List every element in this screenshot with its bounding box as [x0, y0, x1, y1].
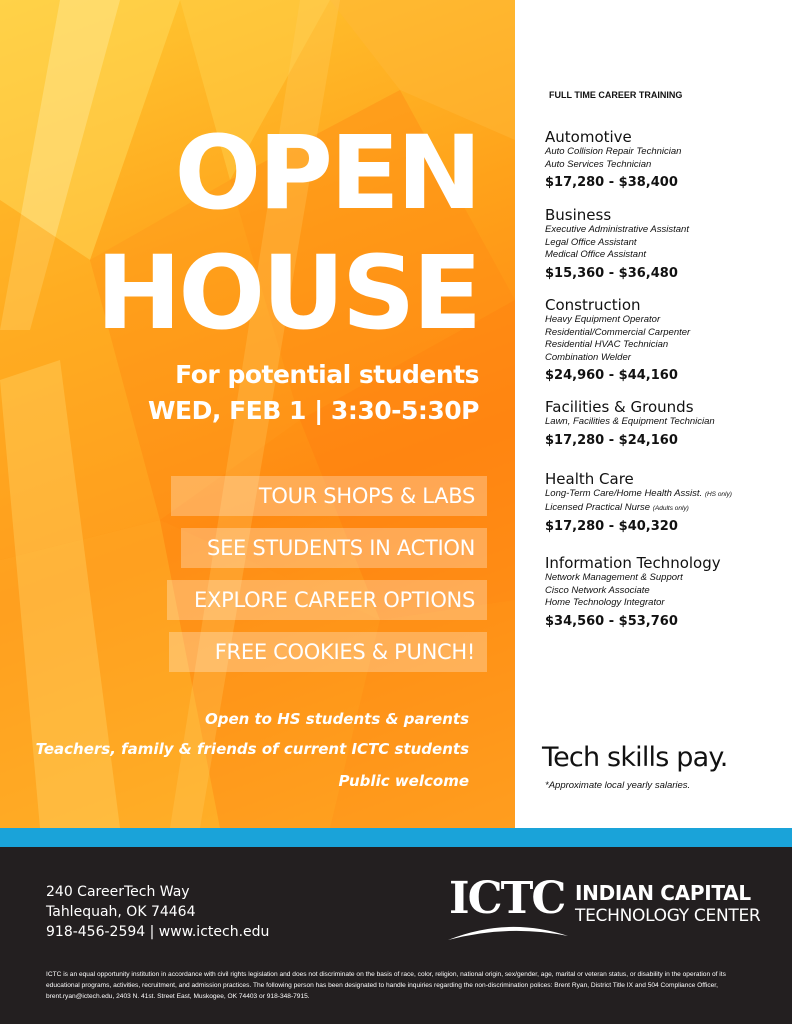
- category-name: Health Care: [545, 470, 634, 488]
- event-datetime: WED, FEB 1 | 3:30-5:30P: [147, 396, 479, 425]
- activity-cookies: FREE COOKIES & PUNCH!: [169, 632, 487, 672]
- career-automotive: [545, 128, 785, 191]
- program: Auto Collision Repair Technician: [545, 146, 682, 157]
- address-block: [46, 882, 269, 942]
- logo-name-line-2: TECHNOLOGY CENTER: [575, 906, 761, 926]
- careers-heading: FULL TIME CAREER TRAINING: [549, 90, 683, 100]
- salary-range: $17,280 - $40,320: [545, 519, 678, 534]
- category-name: Information Technology: [545, 554, 721, 572]
- career-business: [545, 206, 785, 282]
- contact-line: 918-456-2594 | www.ictech.edu: [46, 924, 270, 940]
- title-open: OPEN: [174, 114, 479, 233]
- category-name: Facilities & Grounds: [545, 398, 694, 416]
- career-information-technology: [545, 554, 785, 630]
- program: Lawn, Facilities & Equipment Technician: [545, 416, 715, 427]
- salary-range: $34,560 - $53,760: [545, 613, 678, 629]
- salary-range: $24,960 - $44,160: [545, 368, 678, 383]
- audience-line-2: Teachers, family & friends of current ICTC students: [35, 740, 469, 758]
- title-house: HOUSE: [95, 234, 479, 353]
- category-name: Construction: [545, 296, 641, 314]
- program: Residential/Commercial Carpenter: [545, 326, 691, 338]
- audience-line-1: Open to HS students & parents: [204, 710, 469, 728]
- accent-bar: [0, 828, 792, 847]
- activity-see-students: SEE STUDENTS IN ACTION: [181, 528, 487, 568]
- address-line-1: 240 CareerTech Way: [46, 884, 190, 900]
- subtitle: For potential students: [175, 360, 479, 389]
- program: Network Management & Support: [545, 572, 683, 583]
- program: [545, 488, 785, 502]
- program: Medical Office Assistant: [545, 249, 647, 260]
- career-facilities: [545, 398, 785, 449]
- program: Legal Office Assistant: [545, 236, 637, 248]
- category-name: Automotive: [545, 128, 632, 146]
- program: Residential HVAC Technician: [545, 339, 669, 350]
- tagline: Tech skills pay.: [542, 742, 728, 773]
- program: Home Technology Integrator: [545, 597, 665, 608]
- logo-name-line-1: INDIAN CAPITAL: [575, 881, 751, 905]
- category-name: Business: [545, 206, 612, 224]
- program: [545, 502, 785, 516]
- salary-footnote: *Approximate local yearly salaries.: [545, 780, 691, 791]
- program-note: (HS only): [704, 491, 732, 498]
- salary-range: $17,280 - $24,160: [545, 432, 678, 448]
- program-note: (Adults only): [652, 504, 689, 512]
- program-name: Long-Term Care/Home Health Assist.: [545, 488, 703, 499]
- program: Cisco Network Associate: [545, 584, 650, 596]
- ictc-logo-mark: ICTC: [449, 873, 565, 924]
- audience-line-3: Public welcome: [338, 772, 469, 790]
- logo-swoosh-icon: [446, 920, 570, 942]
- program: Heavy Equipment Operator: [545, 314, 661, 325]
- program-name: Licensed Practical Nurse: [545, 501, 651, 513]
- career-health-care: [545, 470, 785, 535]
- salary-range: $15,360 - $36,480: [545, 265, 678, 281]
- address-line-2: Tahlequah, OK 74464: [46, 904, 196, 920]
- career-construction: [545, 296, 785, 384]
- legal-disclaimer: ICTC is an equal opportunity institution in accordance with civil rights legislation and does not discriminate on the basis of race, color, religion, national origin, sex/gender, age, marital or veteran status, or disability in the operation of its educational programs, activities, recruitment, and admission practices. The following person has been designated to handle inquiries regarding the non-discrimination polices: Brent Ryan, District Title IX and 504 Compliance Officer, brent.ryan@ictech.edu, 2403 N. 41st. Street East, Muskogee, OK 74403 or 918-348-7915.: [46, 971, 726, 1000]
- program: Executive Administrative Assistant: [545, 224, 689, 235]
- activity-explore: EXPLORE CAREER OPTIONS: [167, 580, 487, 620]
- salary-range: $17,280 - $38,400: [545, 175, 678, 190]
- activity-tour: TOUR SHOPS & LABS: [171, 476, 487, 516]
- program: Auto Services Technician: [545, 158, 652, 170]
- program: Combination Welder: [545, 351, 631, 363]
